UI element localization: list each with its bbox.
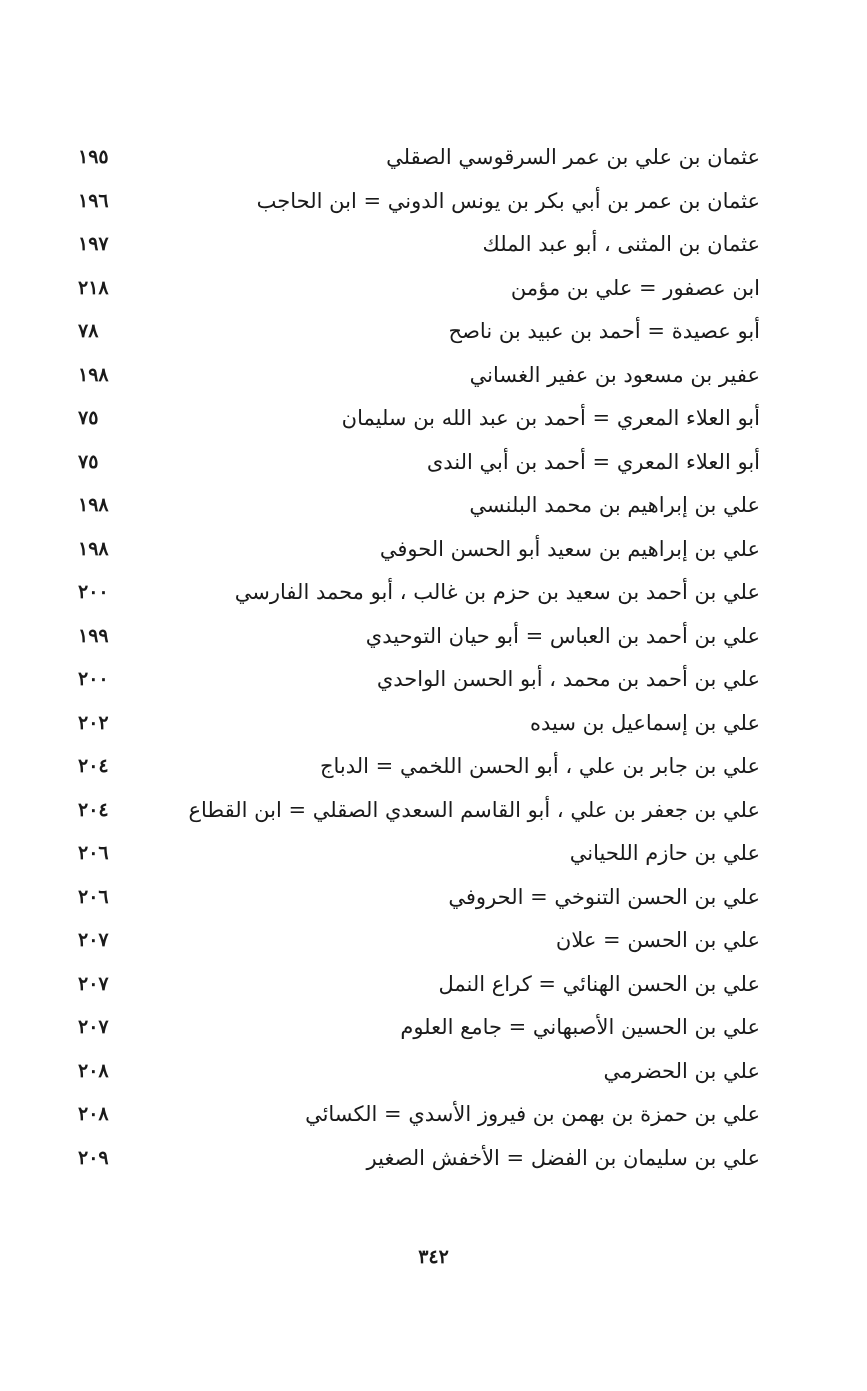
entry-page-number: ٢٠٧: [78, 1016, 109, 1038]
index-entry: [70, 876, 760, 920]
index-entry: [70, 963, 760, 1007]
entry-page-number: ١٩٧: [78, 233, 109, 255]
entry-page-number: ٢٠٧: [78, 972, 109, 995]
entry-name: علي بن حمزة بن بهمن بن فيروز الأسدي = الكسائي: [305, 1102, 760, 1126]
entry-name: علي بن إسماعيل بن سيده: [529, 710, 760, 735]
entry-name: علي بن إبراهيم بن محمد البلنسي: [469, 493, 760, 517]
entry-page-number: ٢٠٨: [78, 1103, 109, 1125]
entry-name: علي بن جابر بن علي ، أبو الحسن اللخمي = الدباج: [319, 754, 760, 778]
entry-name: علي بن إبراهيم بن سعيد أبو الحسن الحوفي: [379, 536, 760, 561]
entry-page-number: ٢٠٦: [78, 842, 109, 864]
entry-name: ابن عصفور = علي بن مؤمن: [510, 275, 760, 300]
index-entry: [70, 136, 760, 180]
entry-name: علي بن الحسن الهنائي = كراع النمل: [438, 971, 760, 996]
entry-page-number: ٧٨: [78, 320, 99, 342]
entry-name: أبو عصيدة = أحمد بن عبيد بن ناصح: [448, 319, 760, 343]
index-entry: [70, 1050, 760, 1094]
index-entry: [70, 789, 760, 833]
entry-page-number: ٢٠٠: [78, 668, 109, 690]
entry-page-number: ٢٠٤: [78, 755, 109, 777]
entry-name: علي بن أحمد بن سعيد بن حزم بن غالب ، أبو محمد الفارسي: [234, 580, 760, 604]
entry-page-number: ٢٠٠: [78, 581, 109, 603]
index-entry: [70, 745, 760, 789]
entry-page-number: ٧٥: [78, 450, 99, 473]
entry-page-number: ٢١٨: [78, 276, 109, 299]
entry-page-number: ٢٠٦: [78, 885, 109, 908]
index-entry: [70, 832, 760, 876]
entry-name: أبو العلاء المعري = أحمد بن عبد الله بن سليمان: [341, 406, 760, 430]
entry-page-number: ٧٥: [78, 407, 99, 429]
index-entry: [70, 310, 760, 354]
index-entry: [70, 180, 760, 224]
entry-name: عثمان بن المثنى ، أبو عبد الملك: [482, 232, 760, 256]
entry-page-number: ٢٠٤: [78, 798, 109, 821]
index-entry: [70, 658, 760, 702]
index-entry: [70, 615, 760, 659]
entry-page-number: ٢٠٨: [78, 1059, 109, 1082]
entry-name: عثمان بن عمر بن أبي بكر بن يونس الدوني = ابن الحاجب: [256, 188, 760, 213]
index-entry: [70, 397, 760, 441]
index-entry: [70, 223, 760, 267]
index-entry: [70, 571, 760, 615]
entry-name: علي بن الحسين الأصبهاني = جامع العلوم: [400, 1015, 760, 1039]
entry-name: علي بن أحمد بن العباس = أبو حيان التوحيدي: [365, 623, 760, 648]
index-entry: [70, 919, 760, 963]
page-number: ٣٤٢: [418, 1246, 449, 1268]
entry-page-number: ٢٠٩: [78, 1146, 109, 1169]
index-entry: [70, 1093, 760, 1137]
index-entry: [70, 267, 760, 311]
index-entry: [70, 1137, 760, 1181]
entry-name: علي بن الحسن التنوخي = الحروفي: [448, 884, 760, 909]
entry-page-number: ١٩٥: [78, 146, 109, 168]
index-entry: [70, 702, 760, 746]
index-entry: [70, 441, 760, 485]
entry-name: علي بن الحضرمي: [603, 1058, 760, 1083]
entry-name: علي بن أحمد بن محمد ، أبو الحسن الواحدي: [376, 667, 760, 691]
entry-name: علي بن الحسن = علان: [555, 928, 760, 952]
entry-name: علي بن حازم اللحياني: [569, 841, 760, 865]
entry-name: أبو العلاء المعري = أحمد بن أبي الندى: [426, 449, 760, 474]
index-entry: [70, 1006, 760, 1050]
entry-name: عفير بن مسعود بن عفير الغساني: [469, 362, 760, 387]
entry-name: عثمان بن علي بن عمر السرقوسي الصقلي: [386, 145, 760, 169]
entry-page-number: ١٩٩: [78, 624, 109, 647]
entry-page-number: ١٩٨: [78, 494, 109, 516]
entry-page-number: ١٩٨: [78, 363, 109, 386]
entry-name: علي بن سليمان بن الفضل = الأخفش الصغير: [366, 1145, 760, 1170]
index-entry: [70, 484, 760, 528]
entry-page-number: ٢٠٢: [78, 711, 109, 734]
entry-page-number: ١٩٦: [78, 189, 109, 212]
entry-name: علي بن جعفر بن علي ، أبو القاسم السعدي الصقلي = ابن القطاع: [188, 797, 760, 822]
index-entry: [70, 528, 760, 572]
index-entry: [70, 354, 760, 398]
entry-page-number: ٢٠٧: [78, 929, 109, 951]
index-list: [70, 136, 760, 1180]
entry-page-number: ١٩٨: [78, 537, 109, 560]
